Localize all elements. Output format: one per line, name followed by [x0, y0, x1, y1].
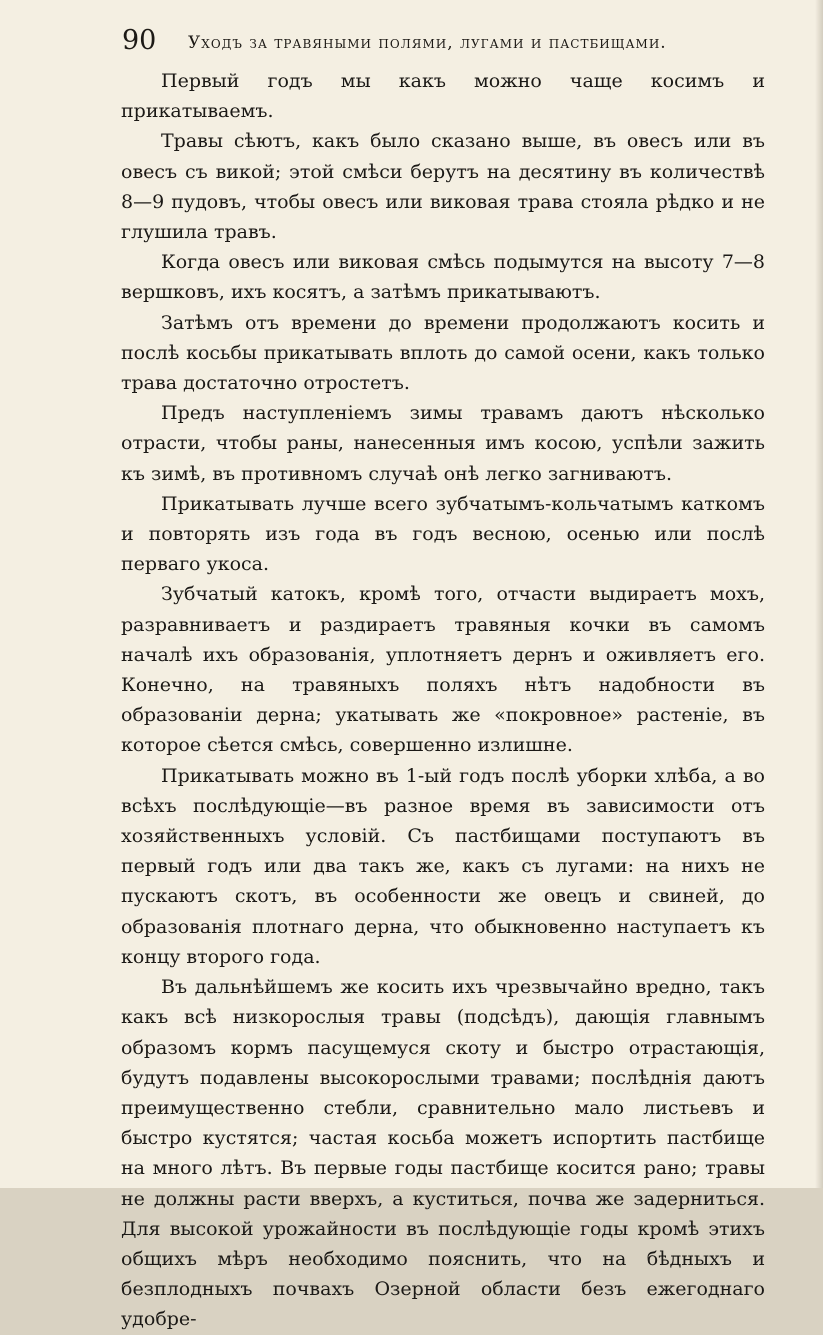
- running-title: Уходъ за травяными полями, лугами и пастбищами.: [188, 33, 667, 53]
- body-text: [121, 66, 765, 1335]
- paragraph: Прикатывать можно въ 1-ый годъ послѣ уборки хлѣба, а во всѣхъ послѣдующіе—въ разное время въ зависимости отъ хозяйственныхъ условій. Съ пастбищами поступаютъ въ первый годъ или два такъ же, какъ съ лугами: на нихъ не пускаютъ скотъ, въ особенности же овецъ и свиней, до образованія плотнаго дерна, что обыкновенно наступаетъ къ концу второго года.: [121, 764, 765, 968]
- page-header: [122, 24, 754, 60]
- paragraph: Травы сѣютъ, какъ было сказано выше, въ овесъ или въ овесъ съ викой; этой смѣси берутъ на десятину въ количествѣ 8—9 пудовъ, чтобы овесъ или виковая трава стояла рѣдко и не глушила травъ.: [121, 130, 765, 244]
- paragraph: Затѣмъ отъ времени до времени продолжаютъ косить и послѣ косьбы прикатывать вплоть до самой осени, какъ только трава достаточно отростетъ.: [121, 311, 765, 395]
- paragraph: Когда овесъ или виковая смѣсь подымутся на высоту 7—8 вершковъ, ихъ косятъ, а затѣмъ прикатываютъ.: [121, 251, 765, 304]
- paragraph: Прикатывать лучше всего зубчатымъ-кольчатымъ каткомъ и повторять изъ года въ годъ весною, осенью или послѣ перваго укоса.: [121, 492, 765, 576]
- paragraph: Первый годъ мы какъ можно чаще косимъ и прикатываемъ.: [121, 70, 765, 123]
- paragraph: Зубчатый катокъ, кромѣ того, отчасти выдираетъ мохъ, разравниваетъ и раздираетъ травяныя кочки въ самомъ началѣ ихъ образованія, уплотняетъ дернъ и оживляетъ его. Конечно, на травяныхъ поляхъ нѣтъ надобности въ образованіи дерна; укатывать же «покровное» растеніе, въ которое сѣется смѣсь, совершенно излишне.: [121, 583, 765, 757]
- paragraph: Въ дальнѣйшемъ же косить ихъ чрезвычайно вредно, такъ какъ всѣ низкорослыя травы (подсѣдъ), дающія главнымъ образомъ кормъ пасущемуся скоту и быстро отрастающія, будутъ подавлены высокорослыми травами; послѣднія даютъ преимущественно стебли, сравнительно мало листьевъ и быстро кустятся; частая косьба можетъ испортить пастбище на много лѣтъ. Въ первые годы пастбище косится рано; травы не должны расти вверхъ, а куститься, почва же задерниться. Для высокой урожайности въ послѣдующіе годы кромѣ этихъ общихъ мѣръ необходимо пояснить, что на бѣдныхъ и безплодныхъ почвахъ Озерной области безъ ежегоднаго удобре-: [121, 976, 765, 1331]
- page-number: 90: [122, 25, 157, 56]
- paragraph: Предъ наступленіемъ зимы травамъ даютъ нѣсколько отрасти, чтобы раны, нанесенныя имъ косою, успѣли зажить къ зимѣ, въ противномъ случаѣ онѣ легко загниваютъ.: [121, 402, 765, 485]
